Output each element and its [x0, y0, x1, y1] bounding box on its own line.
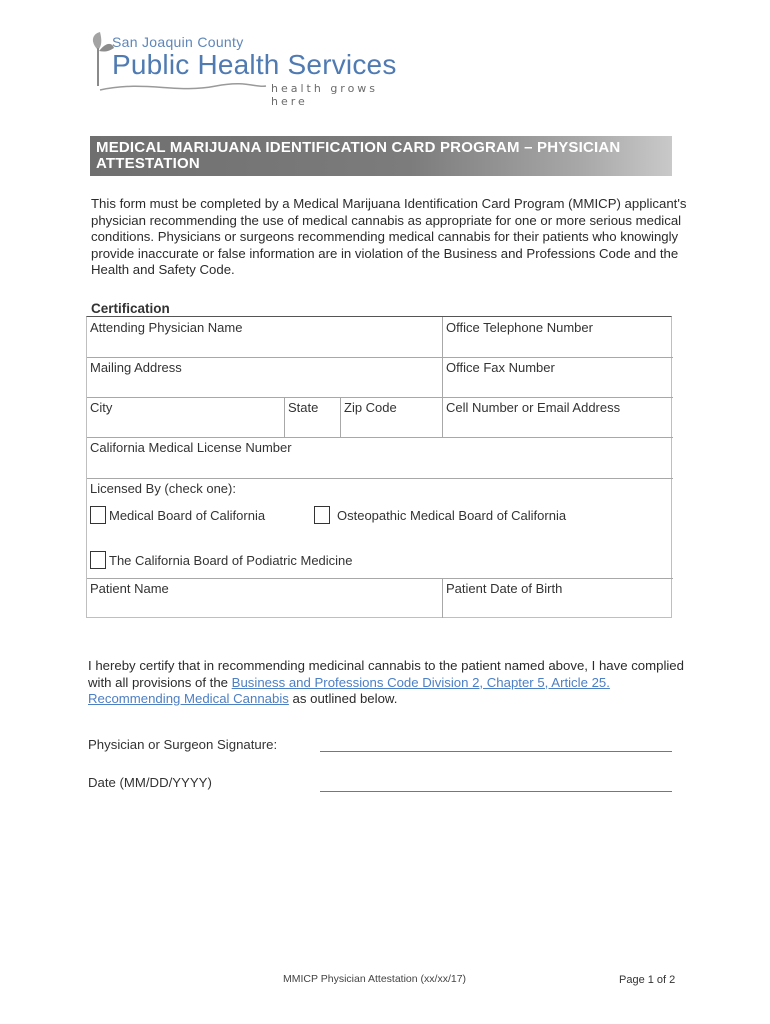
certify-text-after: as outlined below.	[288, 691, 398, 706]
patient-dob-label: Patient Date of Birth	[446, 581, 563, 596]
office-fax-field[interactable]	[443, 357, 673, 397]
city-label: City	[90, 400, 113, 415]
office-fax-label: Office Fax Number	[446, 360, 555, 375]
form-title: MEDICAL MARIJUANA IDENTIFICATION CARD PROGRAM – PHYSICIAN ATTESTATION	[96, 139, 621, 172]
cell-email-field[interactable]	[443, 397, 673, 437]
mailing-address-label: Mailing Address	[90, 360, 182, 375]
city-field[interactable]	[87, 397, 284, 437]
logo-tagline: health grows here	[271, 82, 379, 108]
date-label: Date (MM/DD/YYYY)	[88, 775, 212, 790]
certification-statement	[88, 658, 688, 708]
zip-code-label: Zip Code	[344, 400, 397, 415]
logo	[86, 30, 416, 108]
certification-form	[86, 316, 672, 618]
business-professions-code-link[interactable]: Business and Professions Code Division 2, Chapter 5, Article 25. Recommending Medical Cannabis	[88, 674, 610, 706]
page-number: Page 1 of 2	[619, 974, 676, 986]
form-title-banner	[90, 136, 672, 176]
signature-label: Physician or Surgeon Signature:	[88, 737, 278, 752]
physician-name-field[interactable]	[87, 317, 442, 357]
license-number-field[interactable]	[87, 437, 673, 478]
osteopathic-board-checkbox[interactable]	[314, 506, 330, 524]
signature-line[interactable]	[320, 751, 672, 752]
medical-board-checkbox[interactable]	[90, 506, 106, 524]
podiatric-board-checkbox[interactable]	[90, 551, 106, 569]
physician-name-label: Attending Physician Name	[90, 320, 243, 335]
state-label: State	[288, 400, 319, 415]
state-field[interactable]	[285, 397, 340, 437]
medical-board-label: Medical Board of California	[109, 508, 266, 523]
certification-heading: Certification	[91, 301, 170, 316]
podiatric-board-label: The California Board of Podiatric Medicine	[109, 553, 353, 568]
certify-text-before: I hereby certify that in recommending medicinal cannabis to the patient named above, I have complied with all provisions of the	[88, 658, 684, 690]
licensed-by-label: Licensed By (check one):	[90, 481, 236, 496]
licensed-by-section	[87, 478, 673, 578]
cell-email-label: Cell Number or Email Address	[446, 400, 621, 415]
patient-dob-field[interactable]	[443, 578, 673, 618]
office-phone-label: Office Telephone Number	[446, 320, 593, 335]
zip-code-field[interactable]	[341, 397, 442, 437]
office-phone-field[interactable]	[443, 317, 673, 357]
date-line[interactable]	[320, 791, 672, 792]
patient-name-field[interactable]	[87, 578, 442, 618]
patient-name-label: Patient Name	[90, 581, 169, 596]
intro-paragraph: This form must be completed by a Medical Marijuana Identification Card Program (MMICP) applicant's physician recommending the use of medical cannabis as appropriate for one or more serious medical conditions. Physicians or surgeons recommending medical cannabis for their patients who knowingly provide inaccurate or false information are in violation of the Business and Professions Code and the Health and Safety Code.	[91, 196, 687, 277]
logo-title: Public Health Services	[112, 49, 397, 80]
mailing-address-field[interactable]	[87, 357, 442, 397]
form-id: MMICP Physician Attestation (xx/xx/17)	[283, 973, 467, 985]
osteopathic-board-label: Osteopathic Medical Board of California	[337, 508, 567, 523]
logo-county: San Joaquin County	[112, 34, 244, 50]
license-number-label: California Medical License Number	[90, 440, 292, 455]
